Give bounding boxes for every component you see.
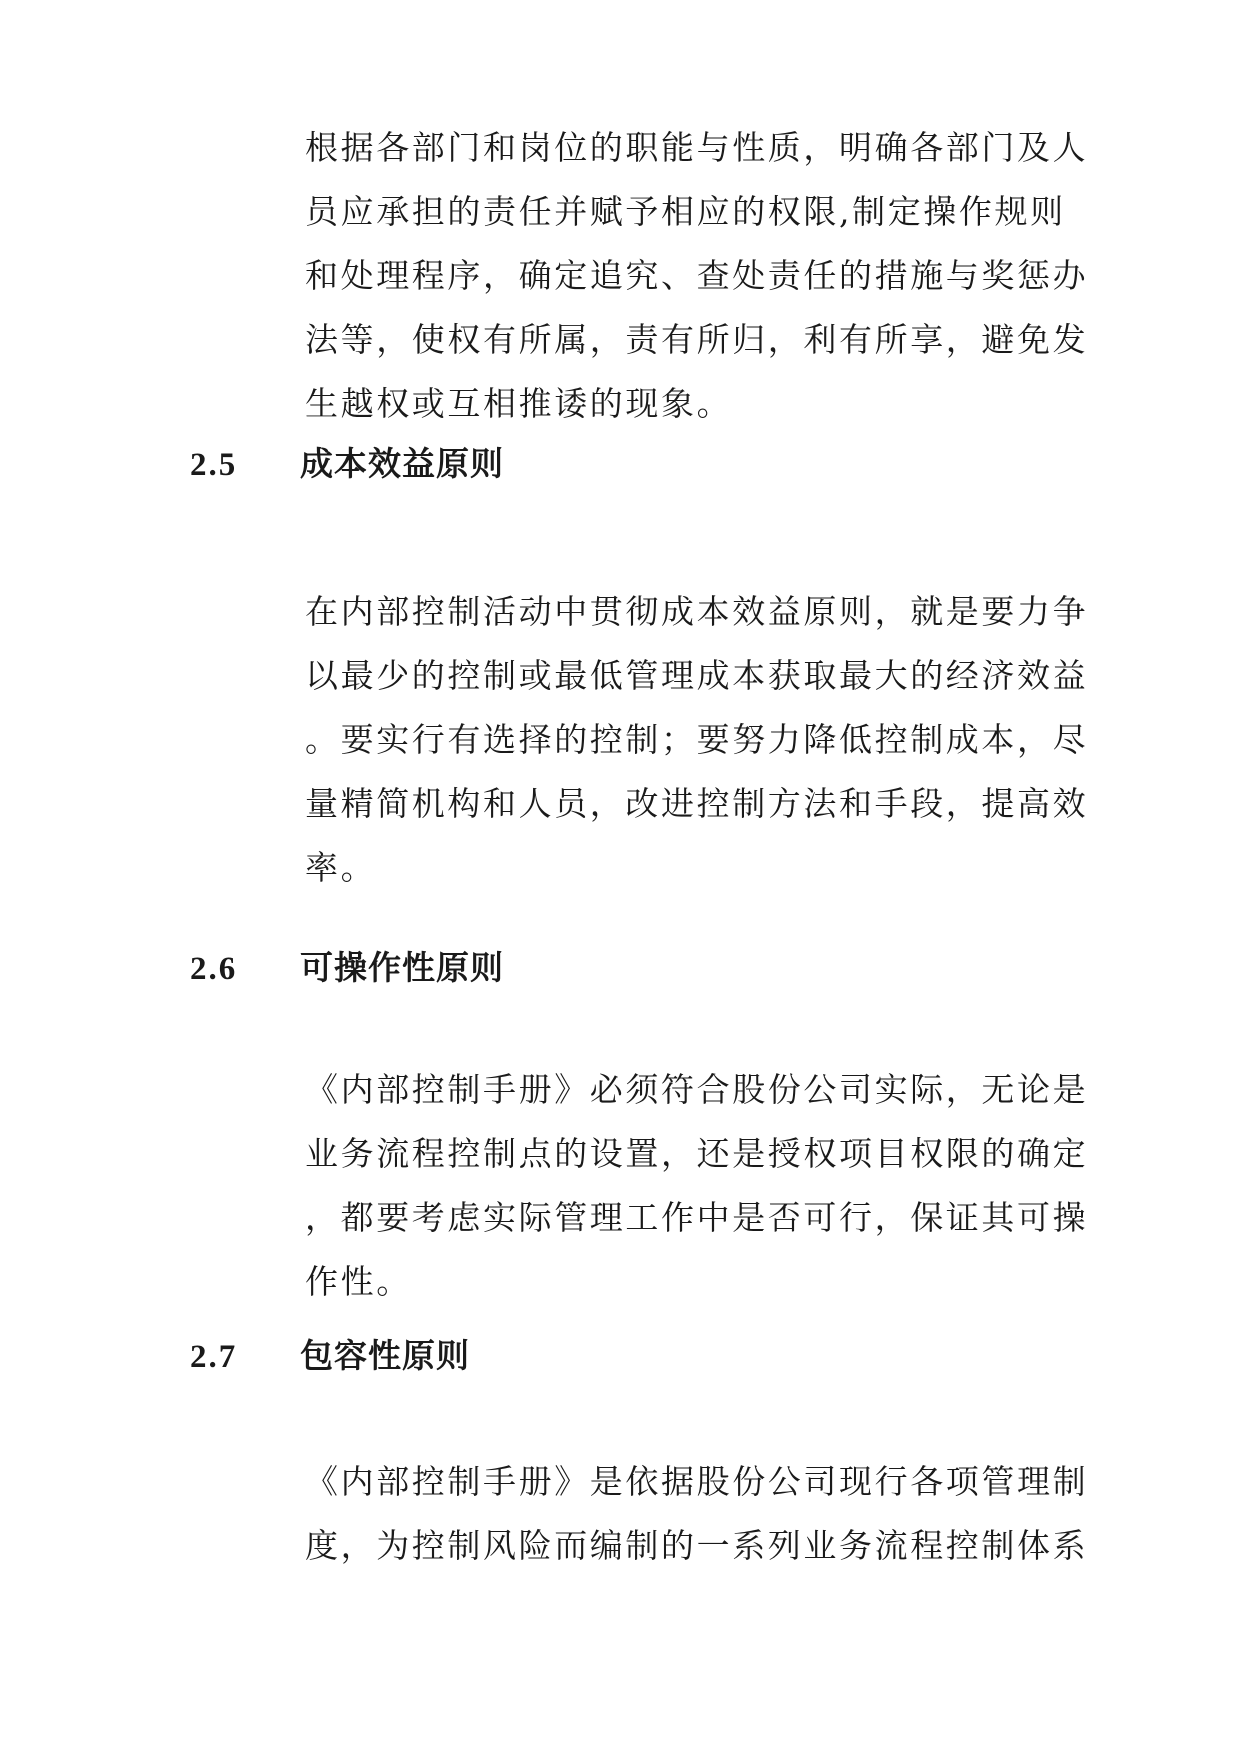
text-line: 以最少的控制或最低管理成本获取最大的经济效益 [305,656,1089,695]
text-line: 。要实行有选择的控制；要努力降低控制成本，尽 [305,720,1089,759]
text-line: 和处理程序，确定追究、查处责任的措施与奖惩办 [305,256,1089,295]
text-line: 量精简机构和人员，改进控制方法和手段，提高效 [305,784,1089,823]
section-title: 包容性原则 [300,1336,470,1375]
text-line: 《内部控制手册》是依据股份公司现行各项管理制 [305,1462,1089,1501]
section-title: 成本效益原则 [300,444,504,483]
text-line: 度，为控制风险而编制的一系列业务流程控制体系 [305,1526,1089,1565]
text-line: 法等，使权有所属，责有所归，利有所享，避免发 [305,320,1089,359]
paragraph-responsibility [305,116,1089,436]
text-line: 作性。 [305,1262,412,1301]
text-line: 根据各部门和岗位的职能与性质，明确各部门及人 [305,128,1089,167]
section-heading-2-7 [190,1324,470,1388]
section-title: 可操作性原则 [300,948,504,987]
section-heading-2-5 [190,432,504,496]
text-line: 生越权或互相推诿的现象。 [305,384,733,423]
paragraph-inclusiveness [305,1450,1089,1578]
text-line: 在内部控制活动中贯彻成本效益原则，就是要力争 [305,592,1089,631]
text-line: 率。 [305,848,377,887]
text-line: 员应承担的责任并赋予相应的权限,制定操作规则 [305,192,1066,231]
section-heading-2-6 [190,936,504,1000]
section-number: 2.6 [190,951,238,987]
text-line: 《内部控制手册》必须符合股份公司实际，无论是 [305,1070,1089,1109]
text-line: 业务流程控制点的设置，还是授权项目权限的确定 [305,1134,1089,1173]
section-number: 2.5 [190,447,238,483]
paragraph-operability [305,1058,1089,1314]
paragraph-cost-benefit [305,580,1089,900]
section-number: 2.7 [190,1339,238,1375]
text-line: ，都要考虑实际管理工作中是否可行，保证其可操 [305,1198,1089,1237]
